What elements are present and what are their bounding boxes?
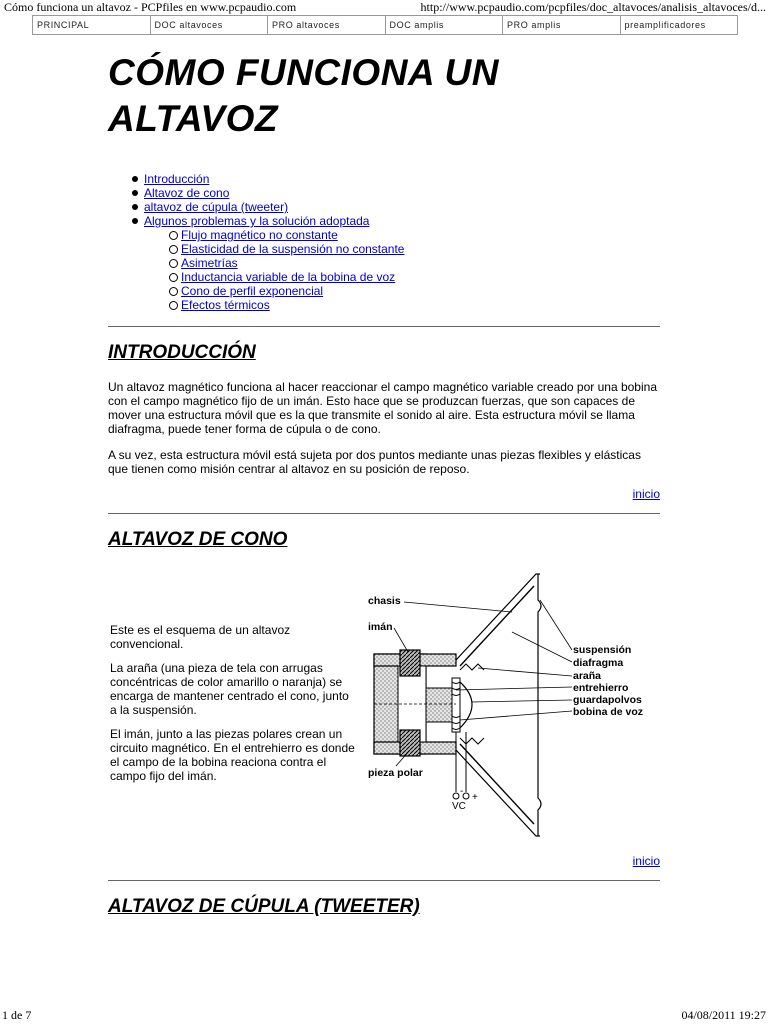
toc-link-altavoz-cono[interactable]: Altavoz de cono: [144, 186, 230, 200]
toc-subitem: [108, 298, 404, 312]
table-of-contents: [108, 172, 404, 312]
toc-link-cono-exponencial[interactable]: Cono de perfil exponencial: [181, 284, 324, 298]
label-chasis: chasis: [368, 595, 401, 607]
cone: [460, 586, 534, 666]
voice-coil: [452, 678, 460, 732]
divider: [108, 513, 660, 514]
main-title: CÓMO FUNCIONA UN ALTAVOZ: [108, 52, 499, 139]
heading-introduccion: INTRODUCCIÓN: [108, 342, 256, 363]
page-number: 1 de 7: [2, 1008, 32, 1022]
label-entrehierro: entrehierro: [573, 682, 629, 694]
magnet-assembly: [374, 650, 456, 756]
nav-item-pro-amplis[interactable]: PRO amplis: [503, 16, 621, 34]
toc-link-introduccion[interactable]: Introducción: [144, 172, 210, 186]
toc-subitem: [108, 228, 404, 242]
toc-link-altavoz-cupula[interactable]: altavoz de cúpula (tweeter): [144, 200, 289, 214]
toc-link-problemas[interactable]: Algunos problemas y la solución adoptada: [144, 214, 370, 228]
label-pieza-polar: pieza polar: [368, 767, 423, 779]
nav-item-preamplificadores[interactable]: preamplificadores: [624, 20, 706, 30]
page-url: http://www.pcpaudio.com/pcpfiles/doc_altavoces/analisis_altavoces/d...: [420, 0, 766, 14]
toc-link-flujo[interactable]: Flujo magnético no constante: [181, 228, 338, 242]
toc-item: [108, 200, 404, 214]
cono-paragraph-1: Este es el esquema de un altavoz convencional.: [110, 623, 291, 651]
intro-paragraph-2: A su vez, esta estructura móvil está sujeta por dos puntos mediante unas piezas flexibles y elásticas que tienen como misión centrar al altavoz en su posición de reposo.: [108, 448, 641, 476]
divider: [108, 326, 660, 327]
label-bobina-de-voz: bobina de voz: [573, 706, 644, 718]
cone: [460, 744, 534, 824]
toc-link-asimetrias[interactable]: Asimetrías: [181, 256, 238, 270]
label-suspension: suspensión: [573, 644, 632, 656]
print-header: [0, 0, 768, 16]
back-to-top-link[interactable]: inicio: [632, 487, 660, 501]
speaker-diagram: [362, 570, 662, 840]
label-diafragma: diafragma: [573, 657, 624, 669]
label-plus: +: [472, 792, 478, 803]
back-to-top-link[interactable]: inicio: [632, 854, 660, 868]
toc-subitem: [108, 284, 404, 298]
spider: [460, 664, 484, 670]
heading-altavoz-cupula: ALTAVOZ DE CÚPULA (TWEETER): [108, 896, 420, 917]
toc-link-inductancia[interactable]: Inductancia variable de la bobina de voz: [181, 270, 396, 284]
label-arana: araña: [573, 670, 602, 682]
nav-item-pro-altavoces[interactable]: PRO altavoces: [268, 16, 386, 34]
toc-item: [108, 214, 404, 228]
toc-subitem: [108, 270, 404, 284]
dust-cap: [460, 682, 472, 728]
toc-link-elasticidad[interactable]: Elasticidad de la suspensión no constante: [181, 242, 405, 256]
label-iman: imán: [368, 621, 393, 633]
cono-paragraph-3: El imán, junto a las piezas polares crean un circuito magnético. En el entrehierro es donde el campo de la bobina reaciona contra el campo fijo del imán.: [110, 727, 355, 783]
nav-item-doc-altavoces[interactable]: DOC altavoces: [151, 16, 269, 34]
toc-subitem: [108, 256, 404, 270]
print-datetime: 04/08/2011 19:27: [681, 1008, 766, 1022]
divider: [108, 880, 660, 881]
label-guardapolvos: guardapolvos: [573, 694, 642, 706]
cono-paragraph-2: La araña (una pieza de tela con arrugas concéntricas de color amarillo o naranja) se encarga de mantener centrado el cono, junto a la suspensión.: [110, 661, 349, 717]
toc-item: [108, 172, 404, 186]
toc-item: [108, 186, 404, 200]
toc-link-efectos-termicos[interactable]: Efectos térmicos: [181, 298, 270, 312]
toc-subitem: [108, 242, 404, 256]
top-nav: [32, 15, 738, 35]
label-minus: -: [460, 786, 464, 797]
intro-paragraph-1: Un altavoz magnético funciona al hacer reaccionar el campo magnético variable creado por una bobina con el campo magnético fijo de un imán. Esto hace que se produzcan fuerzas, que son capaces de mover una estructura móvil que es la que transmite el sonido al aire. Esta estructura móvil se llama diafragma, puede tener forma de cúpula o de cono.: [108, 380, 657, 436]
heading-altavoz-cono: ALTAVOZ DE CONO: [108, 529, 288, 550]
label-vc: VC: [452, 801, 466, 812]
print-footer: [0, 1008, 768, 1024]
cono-description: [110, 623, 356, 793]
page-title: Cómo funciona un altavoz - PCPfiles en www.pcpaudio.com: [4, 0, 297, 14]
nav-item-principal[interactable]: PRINCIPAL: [33, 16, 151, 34]
spider: [460, 738, 484, 744]
nav-item-doc-amplis[interactable]: DOC amplis: [386, 16, 504, 34]
